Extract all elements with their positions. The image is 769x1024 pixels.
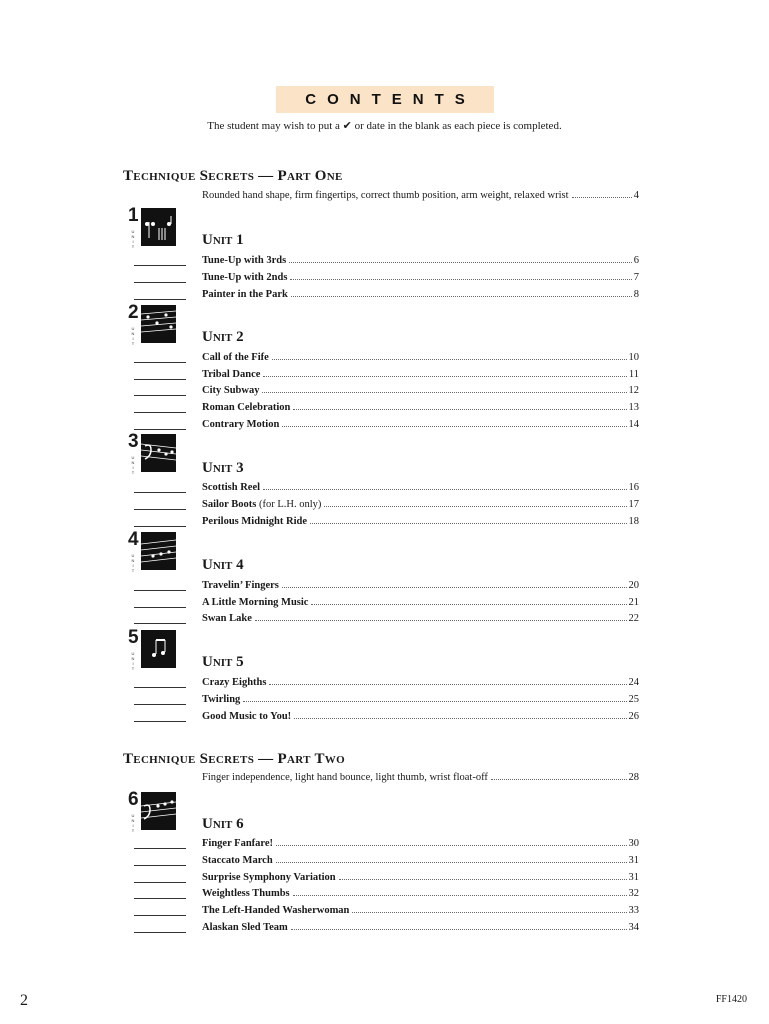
completion-blank[interactable]: [134, 256, 186, 266]
list-item: Travelin’ Fingers 20: [134, 575, 639, 591]
unit-2-badge: 2 U N I T: [128, 305, 176, 345]
page-ref: 28: [628, 772, 639, 783]
list-item: Good Music to You! 26: [134, 706, 639, 722]
list-item: Staccato March 31: [134, 850, 639, 866]
list-item: Painter in the Park 8: [134, 284, 639, 300]
completion-blank[interactable]: [134, 273, 186, 283]
unit-3-heading: Unit 3: [202, 460, 244, 476]
unit-3-badge: 3 U N I T: [128, 434, 176, 474]
completion-blank[interactable]: [134, 856, 186, 866]
list-item: Call of the Fife 10: [134, 347, 639, 363]
list-item: A Little Morning Music 21: [134, 592, 639, 608]
unit-3-bass-clef-icon: [141, 434, 176, 472]
list-item: Surprise Symphony Variation 31: [134, 867, 639, 883]
unit-vertical-label: U N I T: [131, 553, 135, 573]
unit-2-staff-icon: [141, 305, 176, 343]
completion-blank[interactable]: [134, 581, 186, 591]
completion-blank[interactable]: [134, 598, 186, 608]
list-item: The Left-Handed Washerwoman 33: [134, 900, 639, 916]
completion-blank[interactable]: [134, 290, 186, 300]
unit-vertical-label: U N I T: [131, 813, 135, 833]
contents-banner: [276, 86, 494, 113]
list-item: City Subway 12: [134, 380, 639, 396]
unit-5-badge: 5 U N I T: [128, 630, 176, 670]
unit-vertical-label: U N I T: [131, 455, 135, 475]
completion-blank[interactable]: [134, 517, 186, 527]
completion-blank[interactable]: [134, 403, 186, 413]
completion-blank[interactable]: [134, 923, 186, 933]
list-item: Crazy Eighths 24: [134, 672, 639, 688]
list-item: Alaskan Sled Team 34: [134, 917, 639, 933]
dot-leader: [491, 772, 627, 780]
completion-blank[interactable]: [134, 500, 186, 510]
list-item: Tune-Up with 3rds 6: [134, 250, 639, 266]
list-item: Swan Lake 22: [134, 608, 639, 624]
completion-blank[interactable]: [134, 873, 186, 883]
completion-blank[interactable]: [134, 695, 186, 705]
completion-blank[interactable]: [134, 483, 186, 493]
list-item: Twirling 25: [134, 689, 639, 705]
completion-blank[interactable]: [134, 906, 186, 916]
unit-4-staff-icon: [141, 532, 176, 570]
list-item: Weightless Thumbs 32: [134, 883, 639, 899]
part-one-heading: Technique Secrets — Part One: [123, 168, 343, 184]
page-title: CONTENTS: [305, 91, 476, 108]
unit-vertical-label: U N I T: [131, 229, 135, 249]
completion-blank[interactable]: [134, 386, 186, 396]
part-one-description: Rounded hand shape, firm fingertips, correct thumb position, arm weight, relaxed wrist 4: [202, 190, 639, 201]
unit-5-eighth-notes-icon: [141, 630, 176, 668]
completion-blank[interactable]: [134, 712, 186, 722]
list-item: Tune-Up with 2nds 7: [134, 267, 639, 283]
unit-1-badge: 1 U N I T: [128, 208, 176, 248]
list-item: Perilous Midnight Ride 18: [134, 511, 639, 527]
unit-2-heading: Unit 2: [202, 329, 244, 345]
completion-blank[interactable]: [134, 678, 186, 688]
intro-text: The student may wish to put a ✔ or date in the blank as each piece is completed.: [207, 120, 562, 132]
completion-blank[interactable]: [134, 420, 186, 430]
completion-blank[interactable]: [134, 370, 186, 380]
unit-1-music-icon: [141, 208, 176, 246]
unit-4-badge: 4 U N I T: [128, 532, 176, 572]
part-two-heading: Technique Secrets — Part Two: [123, 751, 345, 767]
list-item: Scottish Reel 16: [134, 477, 639, 493]
completion-blank[interactable]: [134, 889, 186, 899]
unit-6-bass-clef-icon: [141, 792, 176, 830]
part-two-description: Finger independence, light hand bounce, light thumb, wrist float-off 28: [202, 772, 639, 783]
completion-blank[interactable]: [134, 839, 186, 849]
unit-4-heading: Unit 4: [202, 557, 244, 573]
unit-6-badge: 6 U N I T: [128, 792, 176, 832]
completion-blank[interactable]: [134, 353, 186, 363]
list-item: Contrary Motion 14: [134, 414, 639, 430]
page-ref: 4: [633, 190, 639, 201]
page-number: 2: [20, 992, 28, 1009]
list-item: Roman Celebration 13: [134, 397, 639, 413]
catalog-code: FF1420: [715, 994, 747, 1005]
unit-vertical-label: U N I T: [131, 651, 135, 671]
unit-1-heading: Unit 1: [202, 232, 244, 248]
list-item: Finger Fanfare! 30: [134, 833, 639, 849]
unit-6-heading: Unit 6: [202, 816, 244, 832]
unit-vertical-label: U N I T: [131, 326, 135, 346]
unit-5-heading: Unit 5: [202, 654, 244, 670]
completion-blank[interactable]: [134, 614, 186, 624]
dot-leader: [572, 190, 632, 198]
list-item: Sailor Boots (for L.H. only) 17: [134, 494, 639, 510]
checkmark-icon: ✔: [342, 120, 352, 132]
list-item: Tribal Dance 11: [134, 364, 639, 380]
